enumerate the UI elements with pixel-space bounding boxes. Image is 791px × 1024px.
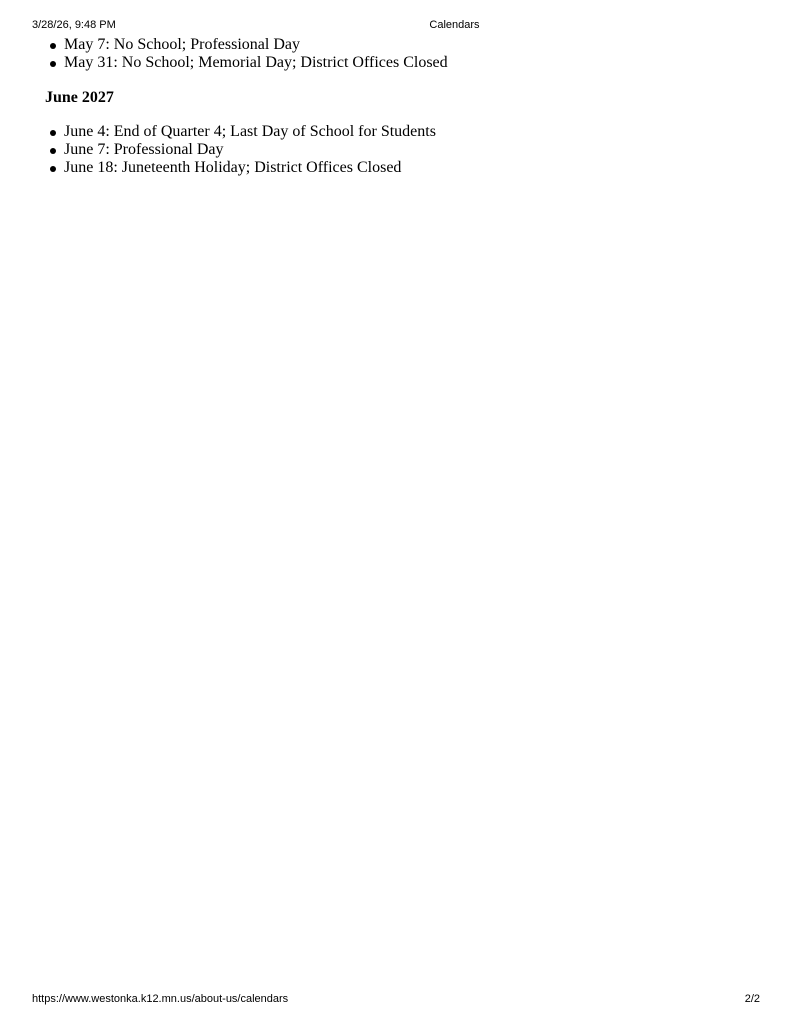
event-text: June 7: Professional Day (64, 141, 224, 158)
bullet-icon (50, 43, 56, 49)
june-event-list (45, 123, 745, 177)
list-item (64, 54, 745, 72)
print-url: https://www.westonka.k12.mn.us/about-us/calendars (32, 993, 289, 1005)
list-item (64, 159, 745, 177)
bullet-icon (50, 130, 56, 136)
bullet-icon (50, 148, 56, 154)
print-page-title: Calendars (429, 19, 480, 31)
page-content (45, 36, 745, 177)
list-item (64, 123, 745, 141)
bullet-icon (50, 61, 56, 67)
event-text: June 4: End of Quarter 4; Last Day of School for Students (64, 123, 436, 140)
print-header (0, 19, 791, 33)
event-text: May 7: No School; Professional Day (64, 36, 300, 53)
may-event-list (45, 36, 745, 72)
print-footer (0, 993, 791, 1007)
print-datetime: 3/28/26, 9:48 PM (32, 19, 116, 31)
bullet-icon (50, 166, 56, 172)
print-page-number: 2/2 (744, 993, 760, 1005)
list-item (64, 141, 745, 159)
list-item (64, 36, 745, 54)
event-text: May 31: No School; Memorial Day; District Offices Closed (64, 54, 448, 71)
month-heading-june: June 2027 (45, 89, 114, 106)
event-text: June 18: Juneteenth Holiday; District Offices Closed (64, 159, 402, 176)
